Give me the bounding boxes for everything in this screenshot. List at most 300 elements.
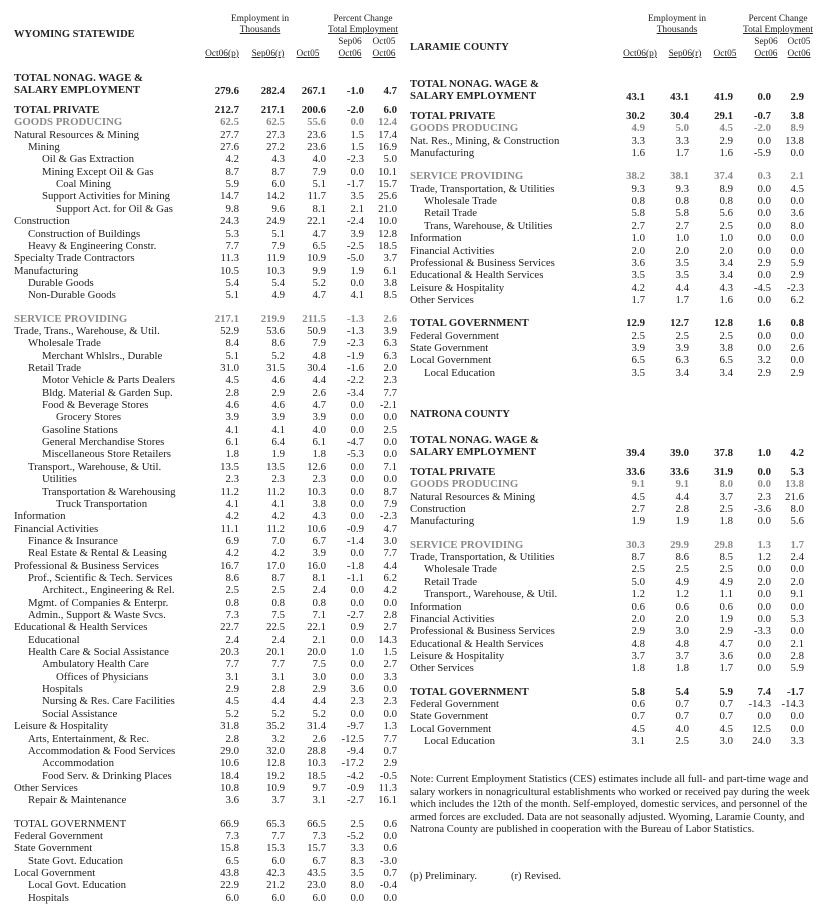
natrona-row xyxy=(0,588,828,600)
row-value-col3: 3.6 xyxy=(719,649,733,662)
row-value-col1: 212.7 xyxy=(214,104,239,116)
row-value-col3: 30.4 xyxy=(307,362,326,374)
row-value-col1: 7.7 xyxy=(225,239,239,252)
row-value-col3: 8.5 xyxy=(719,551,733,564)
row-value-col5: 8.0 xyxy=(790,219,804,232)
row-value-col5: -1.7 xyxy=(786,685,804,698)
row-value-col4: -4.5 xyxy=(753,281,771,294)
row-value-col1: 14.7 xyxy=(220,190,239,203)
row-value-col2: 14.2 xyxy=(266,190,285,203)
left-col-sep06r: Sep06(r) xyxy=(251,49,285,59)
row-value-col2: 4.6 xyxy=(271,399,285,412)
row-value-col2: 24.9 xyxy=(266,215,285,228)
footnote-revised: (r) Revised. xyxy=(511,871,562,882)
row-label: Nat. Res., Mining, & Construction xyxy=(410,134,560,147)
row-value-col3: 29.1 xyxy=(714,110,733,122)
row-value-col2: 4.8 xyxy=(675,637,689,650)
row-value-col1: 217.1 xyxy=(214,312,239,325)
row-value-col2: 30.4 xyxy=(670,110,689,122)
row-label: Financial Activities xyxy=(14,522,99,535)
row-value-col3: 267.1 xyxy=(301,85,326,97)
row-value-col4: 2.3 xyxy=(757,490,771,503)
row-value-col5: 9.1 xyxy=(790,588,804,601)
row-value-col1: 4.2 xyxy=(631,281,645,294)
row-value-col2: 9.3 xyxy=(675,182,689,195)
row-value-col5: 3.7 xyxy=(383,252,397,265)
row-value-col4: 0.0 xyxy=(757,515,771,528)
right-pct-header-1: Percent Change xyxy=(748,14,808,24)
row-value-col5: 0.0 xyxy=(383,707,397,720)
row-value-col5: 3.6 xyxy=(790,207,804,220)
row-value-col3: 37.8 xyxy=(714,447,733,459)
left-row xyxy=(0,757,828,769)
row-value-col4: 0.0 xyxy=(757,244,771,257)
row-value-col1: 18.4 xyxy=(220,769,239,782)
row-value-col3: 3.8 xyxy=(312,497,326,510)
footnote-preliminary: (p) Preliminary. xyxy=(410,871,477,882)
row-value-col2: 2.4 xyxy=(271,633,285,646)
row-value-col3: 3.8 xyxy=(719,341,733,354)
row-value-col3: 6.7 xyxy=(312,534,326,547)
row-value-col1: 1.6 xyxy=(631,147,645,160)
row-value-col4: -2.7 xyxy=(346,794,364,807)
row-value-col3: 2.5 xyxy=(719,329,733,342)
row-value-col5: 21.6 xyxy=(785,490,804,503)
row-label: Natural Resources & Mining xyxy=(14,128,140,141)
row-value-col3: 16.0 xyxy=(307,559,326,572)
row-value-col2: 0.7 xyxy=(675,697,689,710)
row-value-col3: 2.5 xyxy=(719,219,733,232)
row-value-col3: 4.0 xyxy=(312,423,326,436)
row-value-col3: 2.1 xyxy=(312,633,326,646)
row-value-col1: 3.1 xyxy=(225,670,239,683)
row-value-col4: -9.4 xyxy=(346,744,364,757)
row-value-col5: 5.6 xyxy=(790,515,804,528)
row-label: Mining xyxy=(28,141,60,154)
row-label: Wholesale Trade xyxy=(28,337,101,350)
row-value-col3: 4.4 xyxy=(312,374,326,387)
left-row xyxy=(0,892,828,904)
row-value-col3: 4.0 xyxy=(312,153,326,166)
row-value-col4: -14.3 xyxy=(748,697,771,710)
row-label: TOTAL PRIVATE xyxy=(410,466,496,478)
row-value-col4: -2.7 xyxy=(346,609,364,621)
row-label: State Government xyxy=(410,710,489,723)
row-value-col3: 0.7 xyxy=(719,710,733,723)
row-value-col4: 2.5 xyxy=(350,817,364,830)
row-value-col5: 0.0 xyxy=(790,147,804,160)
row-value-col5: -3.0 xyxy=(379,854,397,867)
row-value-col2: 65.3 xyxy=(266,817,285,830)
row-value-col5: 11.3 xyxy=(378,781,397,794)
row-value-col5: 2.8 xyxy=(383,609,397,621)
row-value-col1: 0.6 xyxy=(631,697,645,710)
row-label: Grocery Stores xyxy=(56,411,122,424)
row-value-col2: 8.7 xyxy=(271,165,285,178)
natrona-row xyxy=(0,434,828,460)
row-label: Admin., Support & Waste Svcs. xyxy=(28,609,166,621)
row-value-col3: 2.0 xyxy=(719,244,733,257)
row-value-col5: 4.2 xyxy=(790,447,804,459)
row-value-col3: 2.9 xyxy=(719,134,733,147)
natrona-row xyxy=(0,686,828,698)
row-value-col1: 4.2 xyxy=(225,153,239,166)
row-label: Retail Trade xyxy=(28,362,82,374)
row-value-col5: 0.0 xyxy=(383,436,397,449)
row-label: Local Govt. Education xyxy=(28,879,127,892)
row-value-col3: 1.8 xyxy=(312,448,326,461)
row-value-col4: 0.0 xyxy=(350,399,364,412)
row-value-col3: 28.8 xyxy=(307,744,326,757)
row-value-col1: 22.7 xyxy=(220,621,239,634)
row-value-col2: 15.3 xyxy=(266,842,285,855)
row-value-col1: 5.9 xyxy=(225,178,239,191)
row-label: Wholesale Trade xyxy=(424,563,497,576)
row-value-col3: 11.7 xyxy=(307,190,326,203)
row-value-col3: 1.1 xyxy=(719,588,733,601)
laramie-row xyxy=(0,245,828,257)
row-label: Manufacturing xyxy=(410,147,475,160)
laramie-row xyxy=(0,330,828,342)
row-value-col4: 0.0 xyxy=(757,293,771,306)
row-value-col5: 3.3 xyxy=(790,735,804,747)
laramie-row xyxy=(0,232,828,244)
row-value-col3: 3.7 xyxy=(719,490,733,503)
row-value-col5: 21.0 xyxy=(378,202,397,215)
row-value-col4: -9.7 xyxy=(346,720,364,733)
row-value-col4: 0.0 xyxy=(757,207,771,220)
row-value-col4: 2.0 xyxy=(757,575,771,588)
row-value-col1: 3.6 xyxy=(631,256,645,269)
right-col-pct-a: Oct06 xyxy=(754,49,778,59)
row-value-col3: 3.4 xyxy=(719,256,733,269)
row-label: State Government xyxy=(410,341,489,354)
row-value-col2: 27.3 xyxy=(266,128,285,141)
natrona-row xyxy=(0,576,828,588)
row-value-col1: 15.8 xyxy=(220,842,239,855)
row-value-col4: 0.3 xyxy=(757,170,771,183)
row-value-col2: 17.0 xyxy=(266,559,285,572)
row-value-col1: 66.9 xyxy=(220,817,239,830)
row-value-col2: 35.2 xyxy=(266,720,285,733)
row-value-col2: 4.1 xyxy=(271,423,285,436)
row-value-col4: -1.6 xyxy=(346,362,364,374)
right-col-oct06p: Oct06(p) xyxy=(623,49,657,59)
row-value-col1: 6.5 xyxy=(631,354,645,367)
left-row xyxy=(0,411,828,423)
natrona-row xyxy=(0,563,828,575)
row-value-col3: 3.4 xyxy=(719,366,733,379)
row-value-col2: 4.4 xyxy=(675,281,689,294)
row-value-col3: 3.4 xyxy=(719,269,733,282)
row-value-col3: 4.7 xyxy=(312,399,326,412)
row-value-col1: 16.7 xyxy=(220,559,239,572)
row-label: Leisure & Hospitality xyxy=(14,720,109,733)
row-value-col2: 7.9 xyxy=(271,239,285,252)
laramie-row xyxy=(0,282,828,294)
row-value-col4: -5.0 xyxy=(346,252,364,265)
row-value-col1: 27.7 xyxy=(220,128,239,141)
row-value-col2: 12.8 xyxy=(266,757,285,770)
row-value-col2: 33.6 xyxy=(670,466,689,478)
row-label: GOODS PRODUCING xyxy=(410,122,519,135)
row-value-col5: 6.3 xyxy=(383,349,397,362)
row-value-col4: -2.0 xyxy=(346,104,364,116)
natrona-row xyxy=(0,723,828,735)
row-value-col5: 10.1 xyxy=(378,165,397,178)
row-value-col2: 21.2 xyxy=(266,879,285,892)
row-value-col5: 2.3 xyxy=(383,374,397,387)
row-value-col3: 18.5 xyxy=(307,769,326,782)
row-value-col3: 8.9 xyxy=(719,182,733,195)
row-value-col1: 12.9 xyxy=(626,317,645,330)
row-label: Food & Beverage Stores xyxy=(42,399,149,412)
row-value-col3: 4.5 xyxy=(719,722,733,735)
laramie-row xyxy=(0,342,828,354)
row-value-col4: -5.2 xyxy=(346,829,364,842)
left-pct-header-2: Total Employment xyxy=(328,25,398,35)
row-value-col3: 10.3 xyxy=(307,485,326,498)
row-value-col4: 0.0 xyxy=(757,662,771,675)
row-value-col5: 16.1 xyxy=(378,794,397,807)
row-value-col3: 8.0 xyxy=(719,478,733,491)
row-value-col5: 3.0 xyxy=(383,534,397,547)
natrona-row xyxy=(0,551,828,563)
row-value-col3: 5.9 xyxy=(719,685,733,698)
row-value-col5: -2.3 xyxy=(379,510,397,523)
row-label: Mining Except Oil & Gas xyxy=(42,165,154,178)
row-value-col2: 5.1 xyxy=(271,227,285,240)
row-value-col4: -1.1 xyxy=(346,571,364,584)
left-col-pct-a: Oct06 xyxy=(338,49,362,59)
row-value-col5: 0.8 xyxy=(790,317,804,330)
row-value-col1: 31.0 xyxy=(220,362,239,374)
row-label: Support Activities for Mining xyxy=(42,190,171,203)
row-value-col3: 7.1 xyxy=(312,609,326,621)
row-value-col3: 10.9 xyxy=(307,252,326,265)
natrona-row xyxy=(0,613,828,625)
natrona-row xyxy=(0,539,828,551)
row-value-col1: 2.0 xyxy=(631,244,645,257)
row-value-col5: 12.8 xyxy=(378,227,397,240)
row-value-col1: 4.6 xyxy=(225,399,239,412)
row-value-col4: 2.9 xyxy=(757,366,771,379)
row-value-col3: 2.9 xyxy=(312,683,326,696)
row-value-col5: 12.4 xyxy=(378,116,397,129)
row-value-col5: 8.7 xyxy=(383,485,397,498)
row-value-col4: 0.0 xyxy=(350,658,364,671)
laramie-row xyxy=(0,207,828,219)
row-value-col1: 2.7 xyxy=(631,219,645,232)
left-oct05-label: Oct05 xyxy=(372,37,396,47)
row-value-col1: 2.8 xyxy=(225,386,239,399)
row-value-col3: 7.9 xyxy=(312,337,326,350)
row-value-col5: 2.4 xyxy=(790,551,804,564)
row-value-col3: 3.0 xyxy=(312,670,326,683)
row-value-col4: 0.0 xyxy=(350,460,364,473)
row-value-col2: 29.9 xyxy=(670,538,689,551)
row-value-col3: 50.9 xyxy=(307,324,326,337)
natrona-row xyxy=(0,650,828,662)
row-value-col4: 0.0 xyxy=(350,165,364,178)
row-value-col3: 2.3 xyxy=(312,473,326,486)
row-value-col4: 1.3 xyxy=(757,538,771,551)
row-value-col3: 3.9 xyxy=(312,411,326,424)
row-value-col4: 1.5 xyxy=(350,141,364,154)
row-label: Architect., Engineering & Rel. xyxy=(42,584,175,597)
row-label: Federal Government xyxy=(14,829,104,842)
row-label: Construction of Buildings xyxy=(28,227,141,240)
row-value-col1: 11.2 xyxy=(220,485,239,498)
row-label: Prof., Scientific & Tech. Services xyxy=(28,571,173,584)
row-value-col4: 0.0 xyxy=(350,707,364,720)
row-value-col1: 3.5 xyxy=(631,366,645,379)
row-value-col5: 5.0 xyxy=(383,153,397,166)
row-value-col2: 4.2 xyxy=(271,547,285,560)
row-label: Federal Government xyxy=(410,329,500,342)
row-value-col1: 11.1 xyxy=(220,522,239,535)
row-value-col1: 8.4 xyxy=(225,337,239,350)
row-value-col1: 2.9 xyxy=(631,625,645,638)
row-value-col4: -4.2 xyxy=(346,769,364,782)
row-value-col5: 16.9 xyxy=(378,141,397,154)
row-label: Merchant Whlslrs., Durable xyxy=(42,349,163,362)
row-value-col2: 3.7 xyxy=(675,649,689,662)
row-value-col5: 6.2 xyxy=(383,571,397,584)
row-value-col4: -1.4 xyxy=(346,534,364,547)
row-value-col1: 2.8 xyxy=(225,732,239,745)
row-value-col2: 9.6 xyxy=(271,202,285,215)
row-value-col5: 0.0 xyxy=(383,411,397,424)
row-value-col2: 7.7 xyxy=(271,658,285,671)
row-value-col1: 3.1 xyxy=(631,735,645,747)
laramie-row xyxy=(0,110,828,122)
row-value-col5: 4.2 xyxy=(383,584,397,597)
row-value-col2: 8.6 xyxy=(271,337,285,350)
row-value-col5: 0.0 xyxy=(790,600,804,613)
laramie-row xyxy=(0,220,828,232)
row-value-col3: 4.3 xyxy=(312,510,326,523)
row-value-col1: 4.5 xyxy=(225,695,239,708)
row-value-col2: 3.9 xyxy=(675,341,689,354)
row-value-col3: 0.6 xyxy=(719,600,733,613)
row-value-col1: 2.0 xyxy=(631,612,645,625)
row-value-col3: 1.8 xyxy=(719,515,733,528)
row-value-col1: 1.0 xyxy=(631,232,645,245)
row-value-col2: 0.6 xyxy=(675,600,689,613)
row-value-col3: 7.5 xyxy=(312,658,326,671)
row-value-col2: 2.5 xyxy=(675,329,689,342)
row-value-col2: 282.4 xyxy=(260,85,285,97)
row-value-col3: 22.1 xyxy=(307,621,326,634)
row-value-col4: 0.0 xyxy=(350,497,364,510)
row-value-col2: 1.9 xyxy=(675,515,689,528)
natrona-row xyxy=(0,478,828,490)
natrona-row xyxy=(0,466,828,478)
row-value-col5: 0.0 xyxy=(790,563,804,576)
row-value-col1: 2.5 xyxy=(631,563,645,576)
row-value-col4: 0.0 xyxy=(757,341,771,354)
row-value-col4: 0.0 xyxy=(350,633,364,646)
row-value-col3: 9.9 xyxy=(312,264,326,277)
row-value-col4: 0.9 xyxy=(350,621,364,634)
row-value-col4: -2.5 xyxy=(346,239,364,252)
row-label: Miscellaneous Store Retailers xyxy=(42,448,171,461)
row-value-col5: 15.7 xyxy=(378,178,397,191)
row-value-col4: -2.3 xyxy=(346,153,364,166)
row-value-col4: -2.3 xyxy=(346,337,364,350)
row-value-col1: 0.7 xyxy=(631,710,645,723)
natrona-title: NATRONA COUNTY xyxy=(410,409,510,420)
row-value-col5: 14.3 xyxy=(378,633,397,646)
row-label: Hospitals xyxy=(28,891,69,904)
row-value-col4: 0.0 xyxy=(757,588,771,601)
row-value-col4: 0.0 xyxy=(757,182,771,195)
row-value-col2: 1.7 xyxy=(675,147,689,160)
row-value-col5: 0.0 xyxy=(790,710,804,723)
row-value-col4: 0.0 xyxy=(350,510,364,523)
row-value-col2: 6.0 xyxy=(271,854,285,867)
row-value-col4: 8.0 xyxy=(350,879,364,892)
row-value-col4: 0.0 xyxy=(350,423,364,436)
row-value-col2: 5.0 xyxy=(675,122,689,135)
row-value-col5: 10.0 xyxy=(378,215,397,228)
row-value-col3: 0.8 xyxy=(719,195,733,208)
row-value-col1: 30.2 xyxy=(626,110,645,122)
row-value-col1: 10.8 xyxy=(220,781,239,794)
row-value-col4: -1.3 xyxy=(346,312,364,325)
row-value-col3: 23.6 xyxy=(307,128,326,141)
left-row xyxy=(0,399,828,411)
row-value-col2: 5.2 xyxy=(271,707,285,720)
row-value-col3: 5.1 xyxy=(312,178,326,191)
row-value-col1: 9.3 xyxy=(631,182,645,195)
row-label: State Govt. Education xyxy=(28,854,124,867)
row-value-col3: 12.6 xyxy=(307,460,326,473)
row-value-col2: 6.0 xyxy=(271,891,285,904)
row-value-col4: 0.0 xyxy=(757,649,771,662)
row-value-col4: 0.0 xyxy=(757,612,771,625)
row-value-col4: -1.3 xyxy=(346,324,364,337)
right-col-pct-b: Oct06 xyxy=(787,49,811,59)
left-pct-header-1: Percent Change xyxy=(333,14,393,24)
row-value-col1: 62.5 xyxy=(220,116,239,129)
row-label: Coal Mining xyxy=(56,178,111,191)
row-label: Mgmt. of Companies & Enterpr. xyxy=(28,596,169,609)
row-label: TOTAL GOVERNMENT xyxy=(410,685,529,698)
row-value-col5: 0.0 xyxy=(790,722,804,735)
row-value-col3: 1.6 xyxy=(719,147,733,160)
natrona-row xyxy=(0,707,828,723)
row-value-col1: 4.9 xyxy=(631,122,645,135)
row-value-col2: 2.0 xyxy=(675,244,689,257)
row-value-col3: 20.0 xyxy=(307,646,326,659)
row-value-col5: 2.3 xyxy=(383,695,397,708)
row-value-col1: 3.7 xyxy=(631,649,645,662)
row-value-col1: 2.3 xyxy=(225,473,239,486)
row-value-col3: 29.8 xyxy=(714,538,733,551)
row-value-col4: -2.4 xyxy=(346,215,364,228)
row-label: Food Serv. & Drinking Places xyxy=(42,769,172,782)
row-value-col5: 2.1 xyxy=(790,637,804,650)
row-label: TOTAL NONAG. WAGE & SALARY EMPLOYMENT xyxy=(14,72,143,97)
row-label: Arts, Entertainment, & Rec. xyxy=(28,732,150,745)
row-value-col5: 2.7 xyxy=(383,621,397,634)
row-value-col1: 4.5 xyxy=(225,374,239,387)
row-label: Local Education xyxy=(424,735,496,747)
row-value-col3: 211.5 xyxy=(302,312,326,325)
row-value-col1: 29.0 xyxy=(220,744,239,757)
